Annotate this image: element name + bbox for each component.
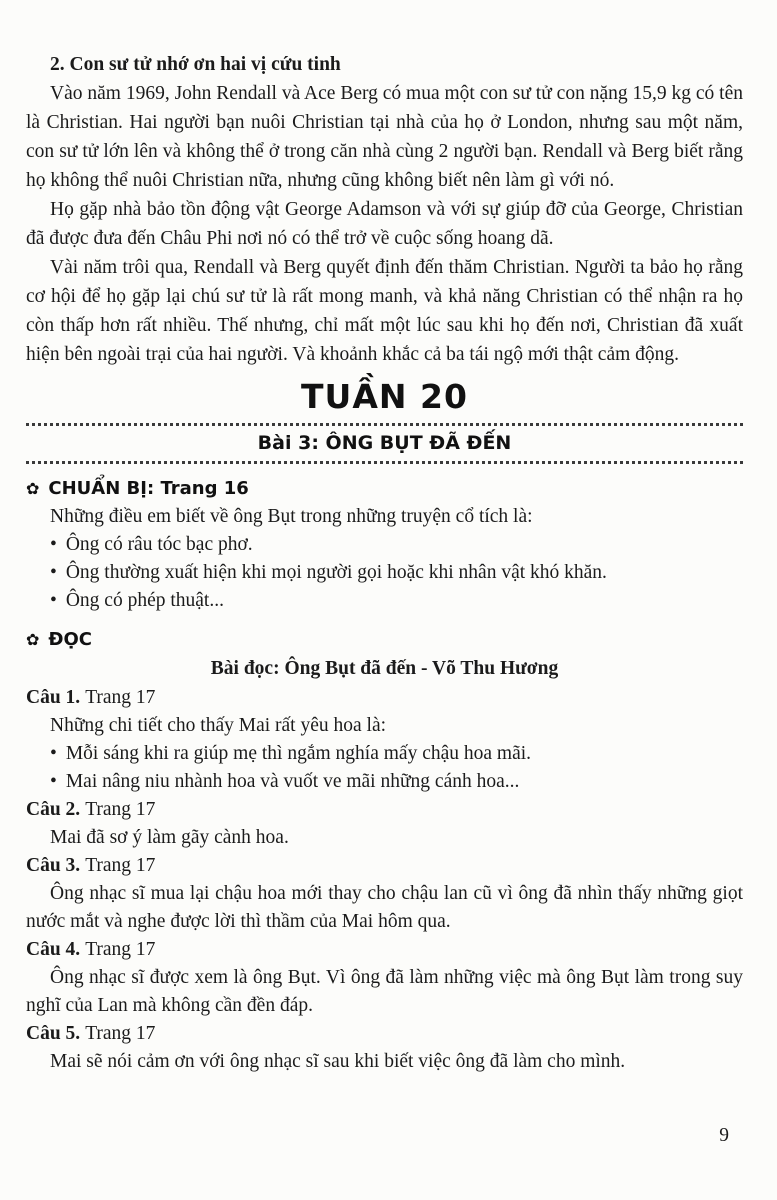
prepare-section-heading [26, 475, 743, 503]
prepare-intro: Những điều em biết về ông Bụt trong những truyện cổ tích là: [50, 506, 533, 527]
bullet-text: Ông có phép thuật... [65, 590, 224, 611]
bullet-text: Ông thường xuất hiện khi mọi người gọi hoặc khi nhân vật khó khăn. [65, 562, 607, 583]
lesson-banner [26, 423, 743, 464]
florette-icon: ✿ [26, 630, 40, 649]
question-label-line [26, 852, 743, 880]
question-label-line [26, 796, 743, 824]
lesson-title: Bài 3: ÔNG BỤT ĐÃ ĐẾN [257, 432, 512, 454]
answer-paragraph: Mai đã sơ ý làm gãy cành hoa. [50, 827, 289, 848]
question-label: Câu 3. [26, 855, 81, 876]
reading-section-heading [26, 626, 743, 654]
answer-paragraph: Ông nhạc sĩ được xem là ông Bụt. Vì ông đã làm những việc mà ông Bụt làm trong suy nghĩ của Lan mà không cần đền đáp. [26, 967, 743, 1016]
story-paragraph-2: Họ gặp nhà bảo tồn động vật George Adamson và với sự giúp đỡ của George, Christian đã được đưa đến Châu Phi nơi nó có thể trở về cuộc sống hoang dã. [26, 199, 743, 249]
answer-paragraph: Mai sẽ nói cảm ơn với ông nhạc sĩ sau khi biết việc ông đã làm cho mình. [50, 1051, 626, 1072]
page-number: 9 [719, 1125, 729, 1146]
question-label: Câu 5. [26, 1023, 81, 1044]
bullet-item [26, 531, 743, 559]
bullet-item [26, 559, 743, 587]
question-label: Câu 1. [26, 687, 81, 708]
answer-paragraph: Ông nhạc sĩ mua lại chậu hoa mới thay cho chậu lan cũ vì ông đã nhìn thấy những giọt nước mắt và nghe được lời thì thầm của Mai hôm qua. [26, 883, 743, 932]
question-intro: Những chi tiết cho thấy Mai rất yêu hoa là: [50, 715, 387, 736]
bullet-icon: • [50, 590, 57, 611]
prepare-heading-text: CHUẨN BỊ: Trang 16 [48, 478, 249, 499]
question-page-ref: Trang 17 [85, 1023, 156, 1044]
question-page-ref: Trang 17 [85, 799, 156, 820]
question-label: Câu 4. [26, 939, 81, 960]
dotted-rule-bottom [26, 461, 743, 464]
bullet-text: Ông có râu tóc bạc phơ. [65, 534, 253, 555]
week-title: TUẦN 20 [301, 377, 468, 416]
question-page-ref: Trang 17 [85, 687, 156, 708]
story-paragraph-3: Vài năm trôi qua, Rendall và Berg quyết định đến thăm Christian. Người ta bảo họ rằng cơ hội để họ gặp lại chú sư tử là rất mong manh, và khả năng Christian có thể nhận ra họ còn thấp hơn rất nhiều. Thế nhưng, chỉ mất một lúc sau khi họ đến nơi, Christian đã xuất hiện bên ngoài trại của hai người. Và khoảnh khắc cả ba tái ngộ mới thật cảm động. [26, 257, 743, 365]
question-page-ref: Trang 17 [85, 855, 156, 876]
bullet-item [26, 587, 743, 615]
reading-subtitle: Bài đọc: Ông Bụt đã đến - Võ Thu Hương [210, 658, 559, 679]
question-label: Câu 2. [26, 799, 81, 820]
bullet-text: Mỗi sáng khi ra giúp mẹ thì ngắm nghía mấy chậu hoa mãi. [65, 743, 532, 764]
question-page-ref: Trang 17 [85, 939, 156, 960]
bullet-icon: • [50, 562, 57, 583]
question-label-line [26, 1020, 743, 1048]
question-label-line [26, 936, 743, 964]
florette-icon: ✿ [26, 479, 40, 498]
reading-heading-text: ĐỌC [48, 629, 92, 650]
question-label-line [26, 684, 743, 712]
bullet-icon: • [50, 771, 57, 792]
bullet-item [26, 768, 743, 796]
bullet-icon: • [50, 743, 57, 764]
bullet-icon: • [50, 534, 57, 555]
story-title: 2. Con sư tử nhớ ơn hai vị cứu tinh [50, 54, 341, 75]
bullet-text: Mai nâng niu nhành hoa và vuốt ve mãi những cánh hoa... [65, 771, 520, 792]
story-paragraph-1: Vào năm 1969, John Rendall và Ace Berg có mua một con sư tử con nặng 15,9 kg có tên là Christian. Hai người bạn nuôi Christian tại nhà của họ ở London, nhưng sau một năm, con sư tử lớn lên và không thể ở trong căn nhà cùng 2 người bạn. Rendall và Berg biết rằng họ không thể nuôi Christian nữa, nhưng cũng không biết nên làm gì với nó. [26, 83, 743, 191]
bullet-item [26, 740, 743, 768]
